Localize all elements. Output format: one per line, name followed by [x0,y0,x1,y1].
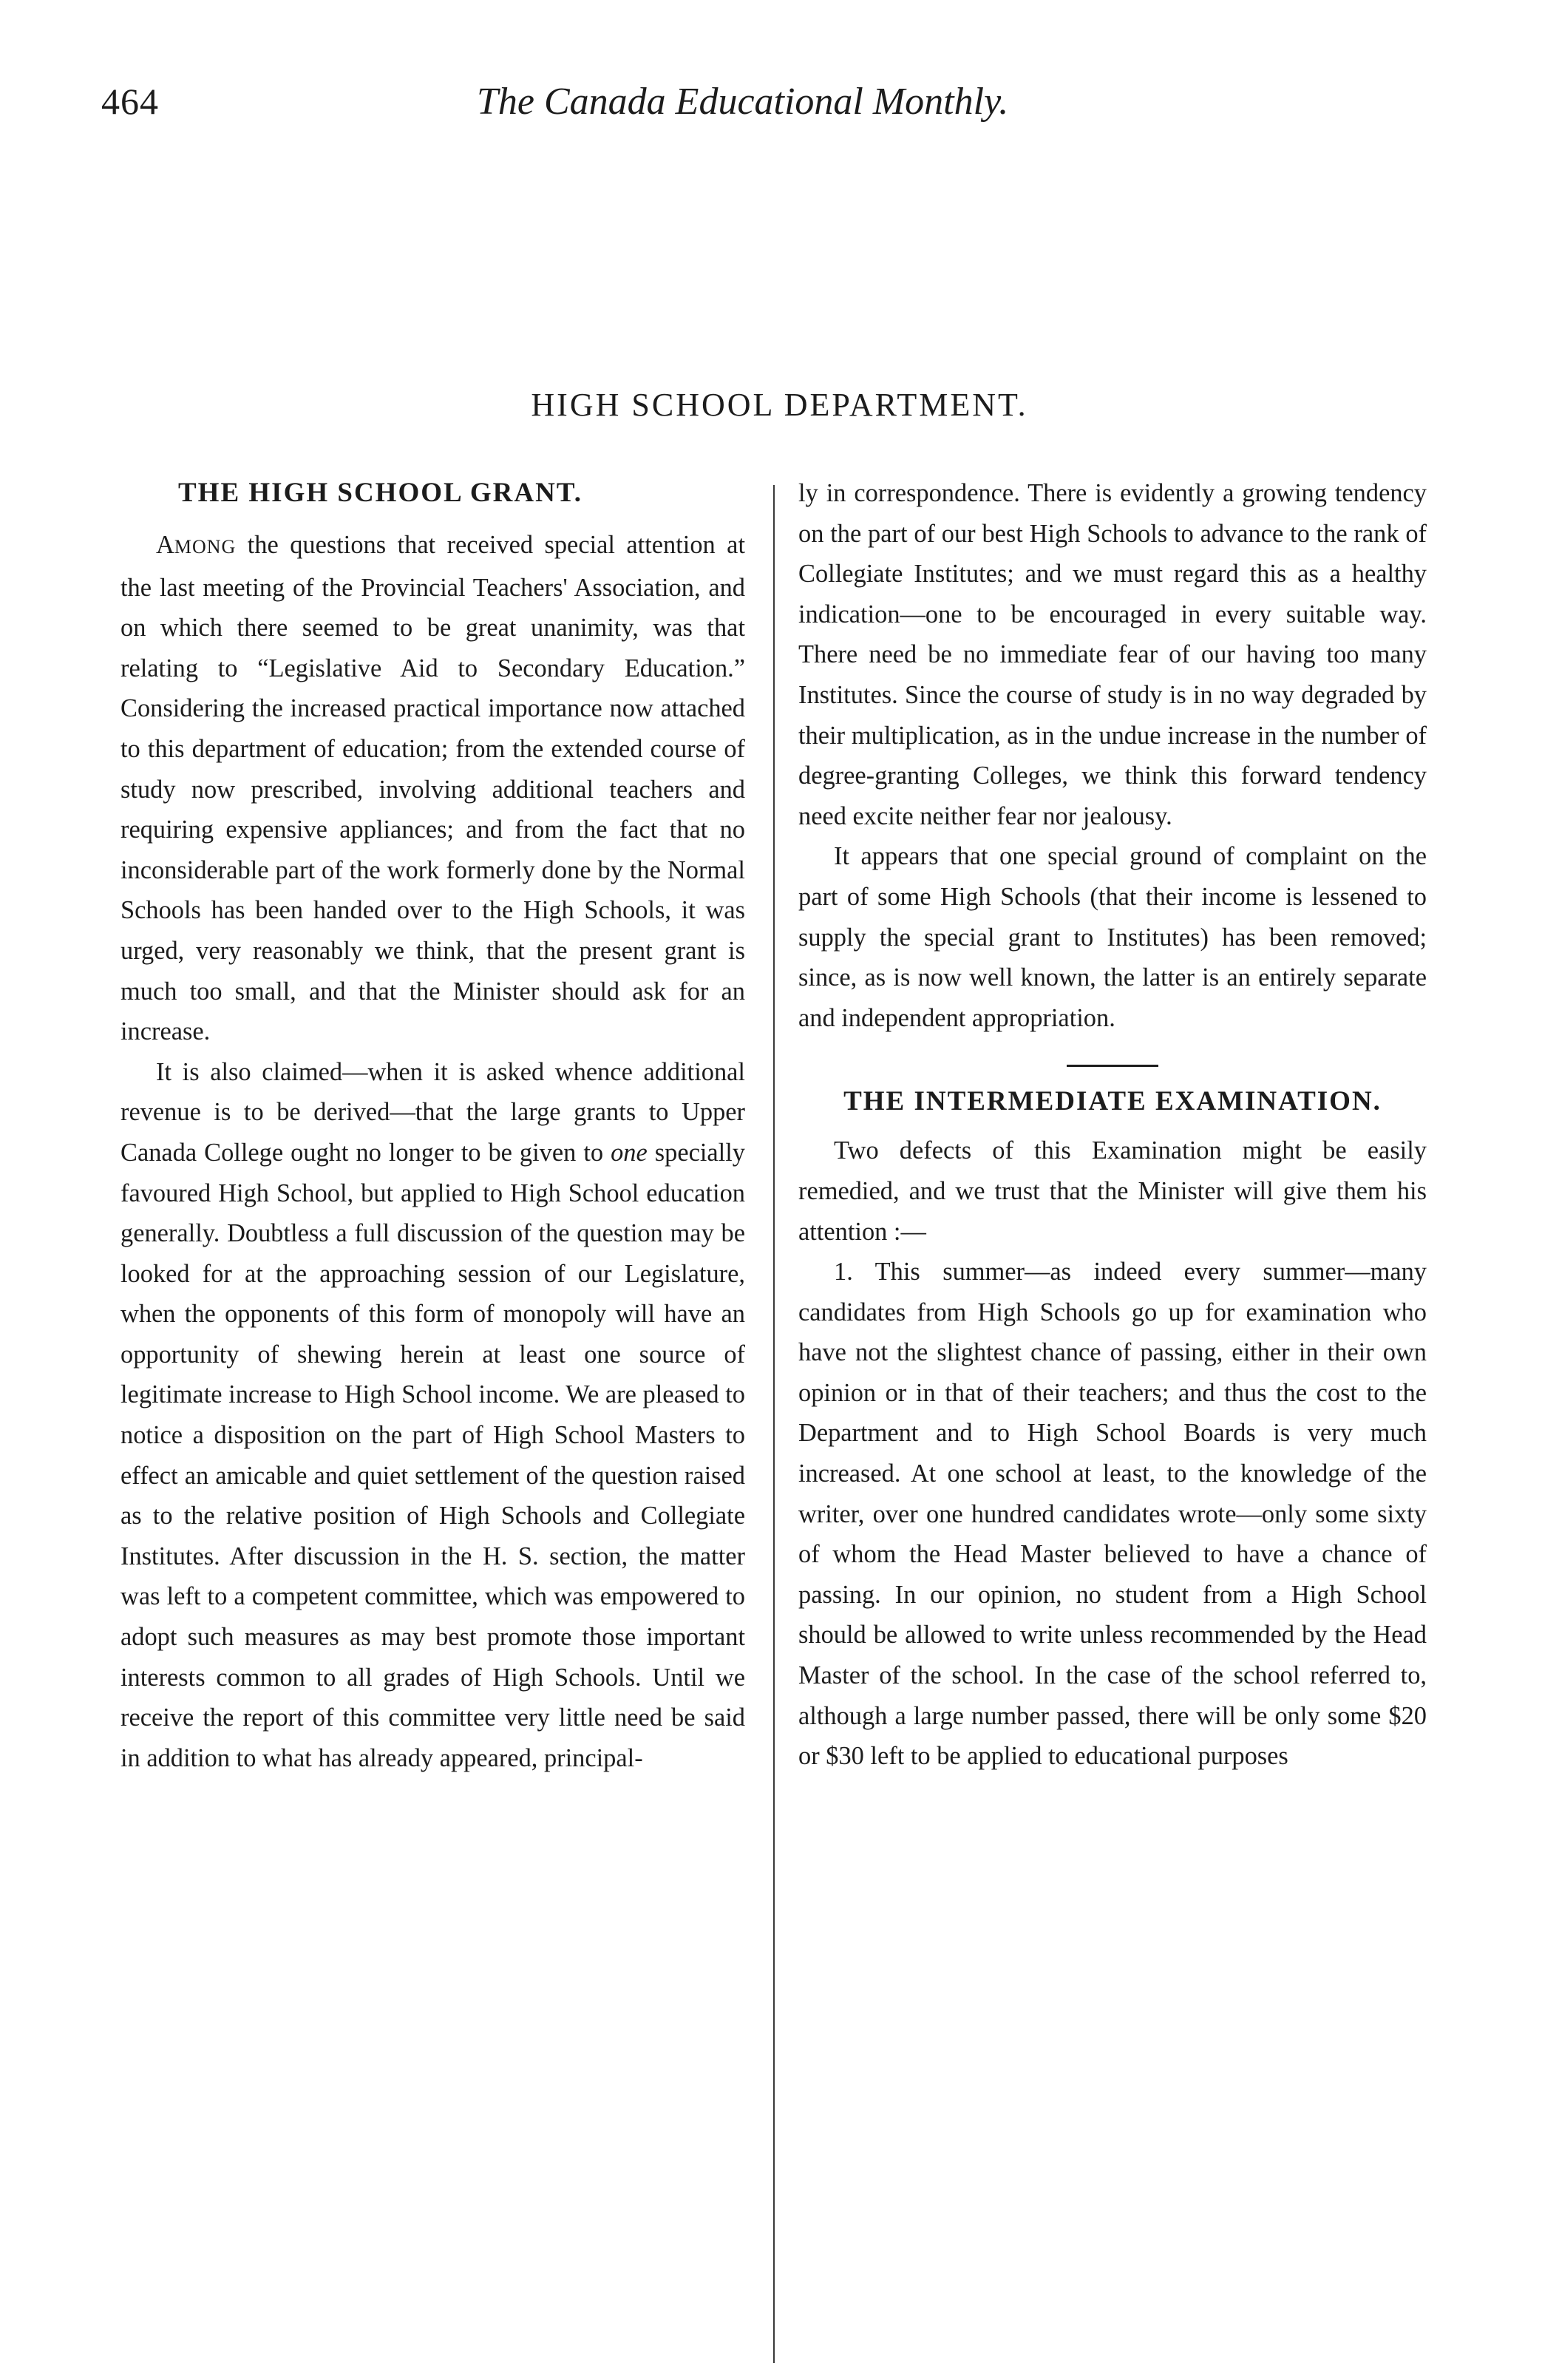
right-column [798,473,1427,1777]
running-head [0,80,1559,139]
left-column [120,473,745,1778]
department-title: HIGH SCHOOL DEPARTMENT. [531,387,1028,423]
journal-title: The Canada Educational Monthly. [477,81,1009,123]
article1-paragraph-1 [120,525,745,1052]
column-divider [773,485,775,2363]
article2-paragraph-1: Two defects of this Examination might be easily remedied, and we trust that the Minister will give them his attention :— [798,1136,1427,1246]
article-heading-high-school-grant: THE HIGH SCHOOL GRANT. [178,478,583,508]
article-heading-intermediate-examination: THE INTERMEDIATE EXAMINATION. [843,1086,1382,1117]
article2-paragraph-2: 1. This summer—as indeed every summer—many candidates from High Schools go up for examination who have not the slightest chance of passing, either in their own opinion or in that of their teachers; and thus the cost to the Department and to High School Boards is very much increased. At one school at least, to the knowledge of the writer, over one hundred candidates wrote—only some sixty of whom the Head Master believed to have a chance of passing. In our opinion, no student from a High School should be allowed to write unless recommended by the Head Master of the school. In the case of the school referred to, although a large number passed, there will be only some $20 or $30 left to be applied to educational purposes [798,1258,1427,1771]
article1-paragraph-2-text-b: specially favoured High School, but applied to High School education generally. Doubtless a full discussion of the question may be looked for at the approaching session of our Legislature, when the opponents of this form of monopoly will have an opportunity of shewing herein at least one source of legitimate increase to High School income. We are pleased to notice a disposition on the part of High School Masters to effect an amicable and quiet settlement of the question raised as to the relative position of High Schools and Collegiate Institutes. After discussion in the H. S. section, the matter was left to a competent committee, which was empowered to adopt such measures as may best promote those important interests common to all grades of High Schools. Until we receive the report of this committee very little need be said in addition to what has already appeared, principal- [120,1138,745,1772]
article1-paragraph-2 [120,1052,745,1779]
page-number: 464 [101,81,159,122]
article1-paragraph-1-text: the questions that received special attention at the last meeting of the Provincial Teachers' Association, and on which there seemed to be great unanimity, was that relating to “Legislative Aid to Secondary Education.” Considering the increased practical importance now attached to this department of education; from the extended course of study now prescribed, involving additional teachers and requiring expensive appliances; and from the fact that no inconsiderable part of the work formerly done by the Normal Schools has been handed over to the High Schools, it was urged, very reasonably we think, that the present grant is much too small, and that the Minister should ask for an increase. [120,531,745,1046]
section-divider-rule [1067,1065,1158,1067]
dropcap: A [156,531,174,559]
article1-paragraph-2-text-a: It is also claimed—when it is asked whence additional revenue is to be derived—that the large grants to Upper Canada College ought no longer to be given to [120,1057,745,1167]
article1-paragraph-4: It appears that one special ground of complaint on the part of some High Schools (that their income is lessened to supply the special grant to Institutes) has been removed; since, as is now well known, the latter is an entirely separate and independent appropriation. [798,842,1427,1032]
article1-emphasis: one [611,1138,648,1167]
article1-paragraph-3: ly in correspondence. There is evidently a growing tendency on the part of our best High Schools to advance to the rank of Collegiate Institutes; and we must regard this as a healthy indication—one to be encouraged in every suitable way. There need be no immediate fear of our having too many Institutes. Since the course of study is in no way degraded by their multiplication, as in the undue increase in the number of degree-granting Colleges, we think this forward tendency need excite neither fear nor jealousy. [798,479,1427,830]
dropcap-smallcaps: MONG [174,536,237,557]
